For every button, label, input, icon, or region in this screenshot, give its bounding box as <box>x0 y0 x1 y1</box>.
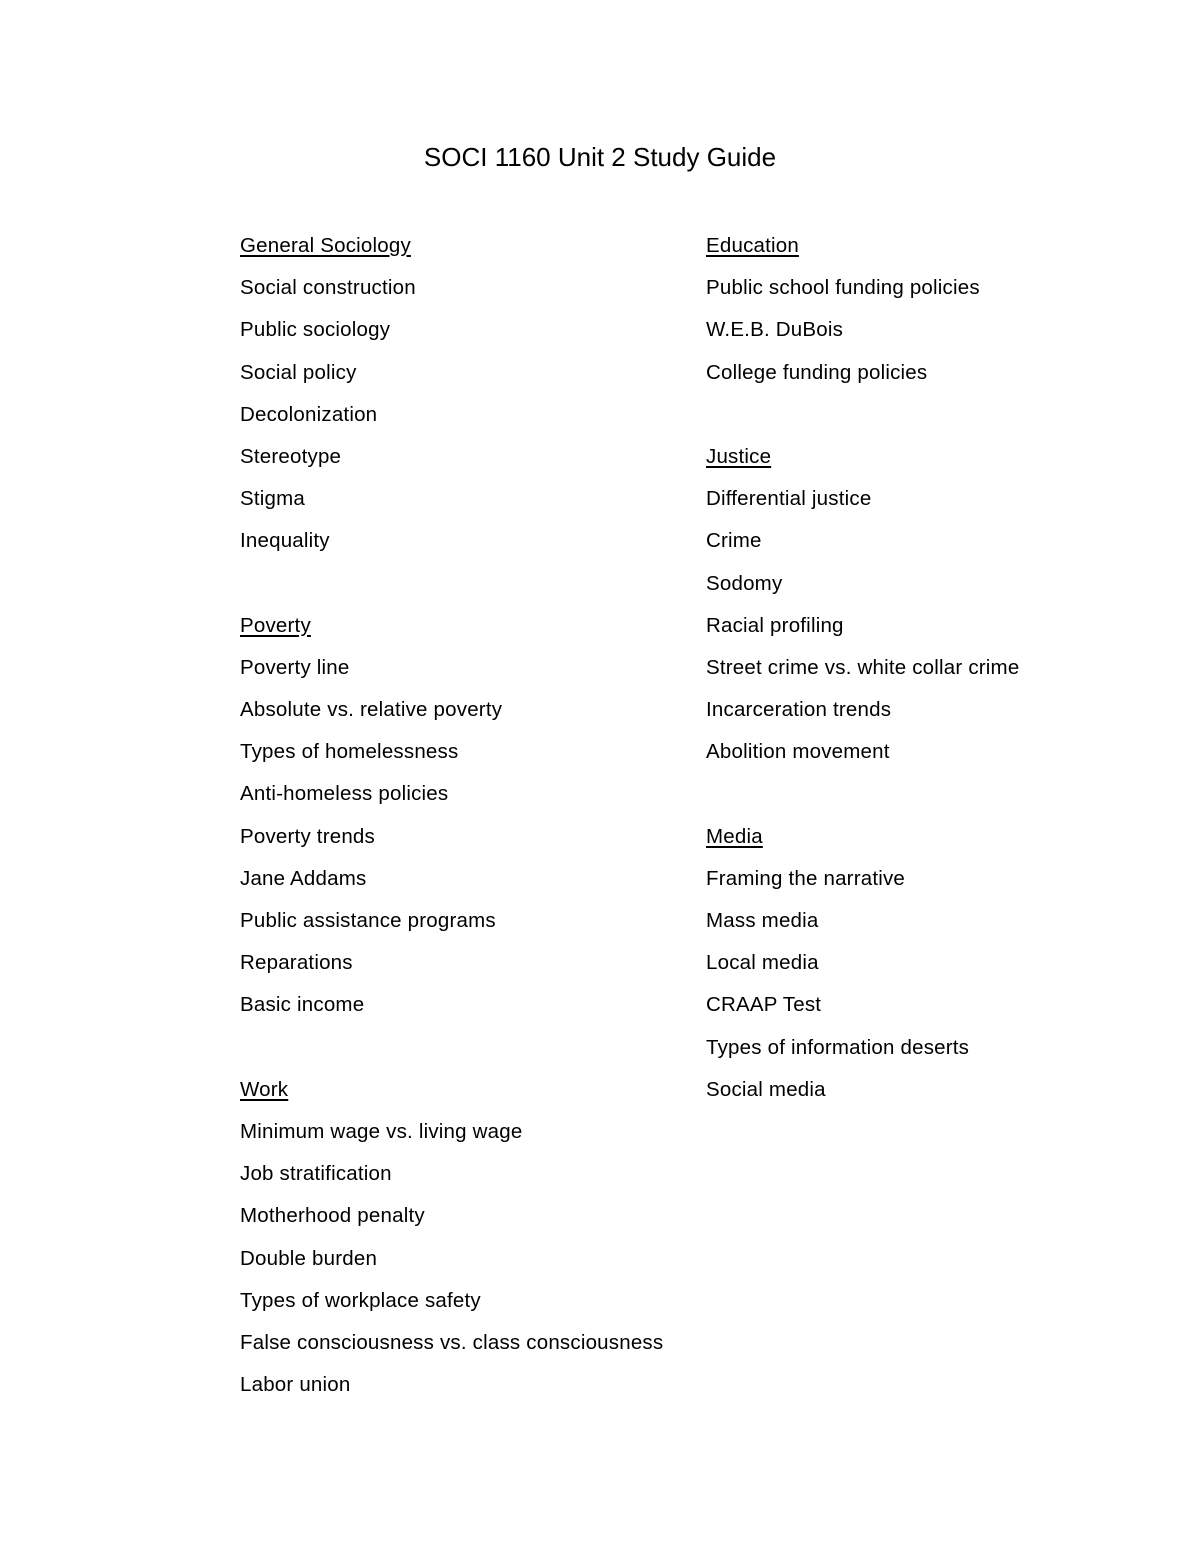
topic-item: Sodomy <box>706 571 783 595</box>
topic-item: Motherhood penalty <box>240 1204 425 1228</box>
section-work <box>240 1073 680 1411</box>
topic-item: Social media <box>706 1077 826 1101</box>
section-heading <box>706 229 1146 271</box>
section-education <box>706 229 1146 398</box>
section-heading-text: Poverty <box>240 613 311 637</box>
section-spacer <box>706 398 1146 440</box>
topic-list <box>240 1115 680 1410</box>
topic-item: Basic income <box>240 993 365 1017</box>
section-justice <box>706 440 1146 778</box>
topic-item: Minimum wage vs. living wage <box>240 1119 523 1143</box>
section-heading-text: Justice <box>706 444 772 468</box>
section-heading-text: Media <box>706 824 763 848</box>
topic-item: Types of information deserts <box>706 1035 970 1059</box>
topic-list <box>706 271 1146 398</box>
topic-item: Street crime vs. white collar crime <box>706 655 1020 679</box>
topic-item: Mass media <box>706 909 819 932</box>
topic-item: Inequality <box>240 529 330 553</box>
left-column <box>240 229 680 1410</box>
section-heading <box>240 609 680 651</box>
topic-item: Double burden <box>240 1246 378 1270</box>
topic-item: Stereotype <box>240 444 342 468</box>
section-media <box>706 820 1146 1115</box>
topic-item: Public school funding policies <box>706 276 980 300</box>
section-poverty <box>240 609 680 1031</box>
topic-item: Labor union <box>240 1373 351 1397</box>
topic-item: Social policy <box>240 360 357 384</box>
right-column <box>706 229 1146 1115</box>
topic-list <box>240 651 680 1031</box>
topic-item: Poverty line <box>240 655 350 679</box>
topic-item: Crime <box>706 529 762 553</box>
topic-item: Framing the narrative <box>706 866 906 890</box>
topic-list <box>240 271 680 566</box>
topic-item: Incarceration trends <box>706 698 892 722</box>
section-heading-text: General Sociology <box>240 234 411 257</box>
section-heading <box>240 229 680 271</box>
topic-item: Differential justice <box>706 487 872 511</box>
document-title: SOCI 1160 Unit 2 Study Guide <box>423 142 777 172</box>
topic-item: Poverty trends <box>240 824 375 848</box>
section-heading-text: Education <box>706 234 799 257</box>
section-heading <box>240 1073 680 1115</box>
topic-item: Types of homelessness <box>240 740 459 764</box>
topic-item: Absolute vs. relative poverty <box>240 698 503 722</box>
section-heading <box>706 820 1146 862</box>
section-general-sociology <box>240 229 680 567</box>
topic-item: Local media <box>706 951 819 975</box>
topic-item: Reparations <box>240 951 353 975</box>
section-heading <box>706 440 1146 482</box>
topic-item: Abolition movement <box>706 740 890 764</box>
section-spacer <box>240 567 680 609</box>
topic-item: Public assistance programs <box>240 909 496 932</box>
topic-item: Decolonization <box>240 402 378 426</box>
topic-item: Public sociology <box>240 318 391 342</box>
topic-item: Anti-homeless policies <box>240 782 449 806</box>
section-spacer <box>240 1031 680 1073</box>
topic-item: Social construction <box>240 276 416 300</box>
topic-item: Jane Addams <box>240 866 367 890</box>
topic-list <box>706 482 1146 777</box>
topic-item: Job stratification <box>240 1162 392 1186</box>
topic-item: CRAAP Test <box>706 993 822 1017</box>
topic-list <box>706 862 1146 1115</box>
topic-item: False consciousness vs. class consciousness <box>240 1330 664 1354</box>
topic-item: Racial profiling <box>706 613 844 637</box>
topic-item: College funding policies <box>706 360 928 384</box>
topic-item: Types of workplace safety <box>240 1288 481 1312</box>
section-spacer <box>706 777 1146 819</box>
topic-item: Stigma <box>240 487 306 511</box>
section-heading-text: Work <box>240 1077 289 1101</box>
topic-item: W.E.B. DuBois <box>706 318 844 342</box>
